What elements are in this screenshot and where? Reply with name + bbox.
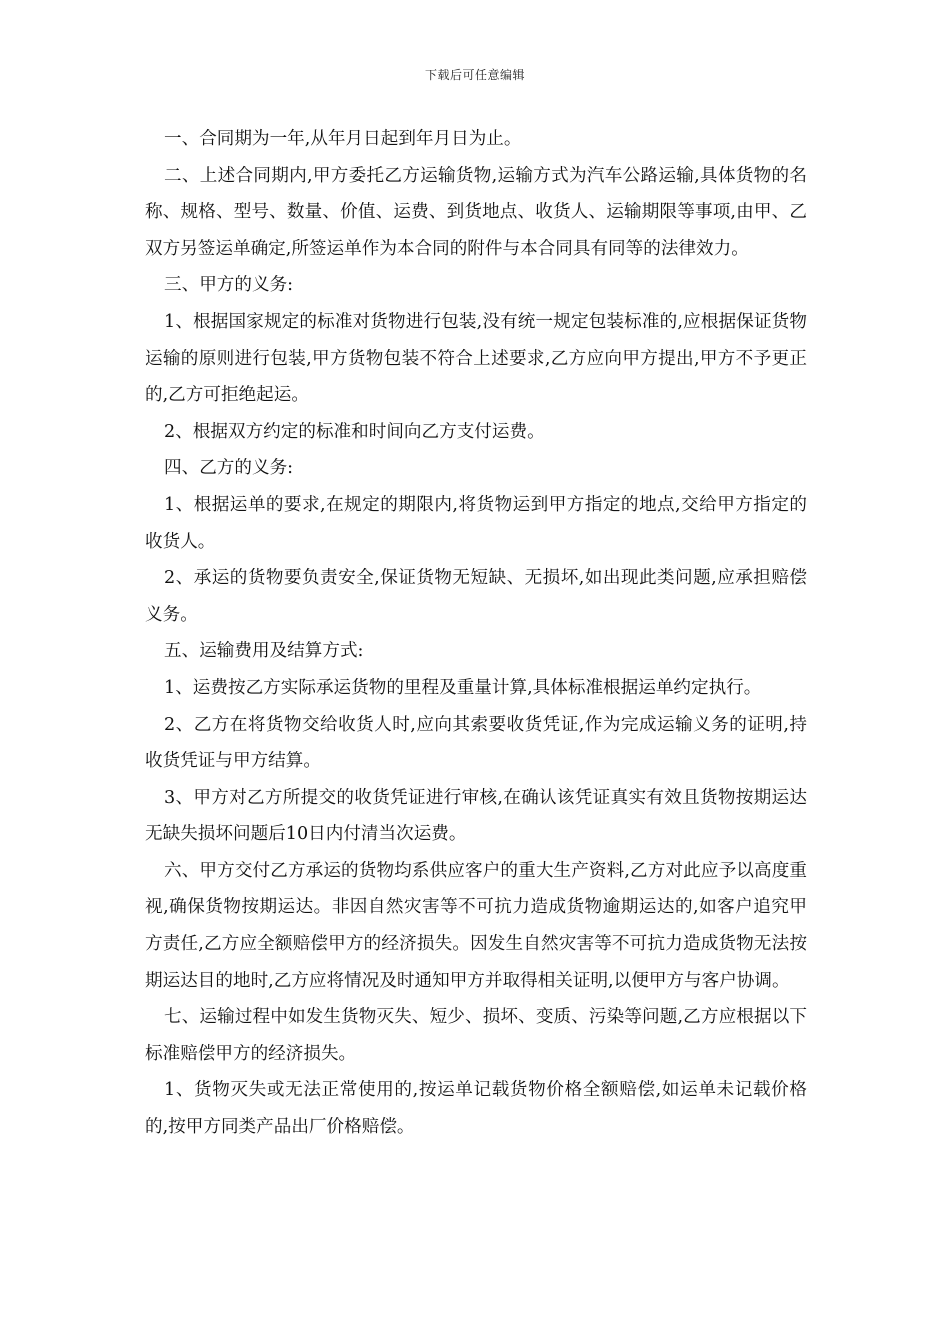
clause-5-item-3: 3、甲方对乙方所提交的收货凭证进行审核,在确认该凭证真实有效且货物按期运达无缺失损坏问题后10日内付清当次运费。 (145, 787, 807, 845)
clause-3-item-2: 2、根据双方约定的标准和时间向乙方支付运费。 (164, 421, 545, 442)
clause-7-item-1: 1、货物灭失或无法正常使用的,按运单记载货物价格全额赔偿,如运单未记载价格的,按甲方同类产品出厂价格赔偿。 (145, 1080, 807, 1138)
clause-3-item-1: 1、根据国家规定的标准对货物进行包装,没有统一规定包装标准的,应根据保证货物运输的原则进行包装,甲方货物包装不符合上述要求,乙方应向甲方提出,甲方不予更正的,乙方可拒绝起运。 (145, 311, 807, 406)
clause-5-item-2: 2、乙方在将货物交给收货人时,应向其索要收货凭证,作为完成运输义务的证明,持收货凭证与甲方结算。 (145, 714, 807, 772)
clause-4-item-1: 1、根据运单的要求,在规定的期限内,将货物运到甲方指定的地点,交给甲方指定的收货人。 (145, 494, 807, 552)
clause-4-item-2: 2、承运的货物要负责安全,保证货物无短缺、无损坏,如出现此类问题,应承担赔偿义务。 (145, 568, 807, 625)
clause-6-delivery: 六、甲方交付乙方承运的货物均系供应客户的重大生产资料,乙方对此应予以高度重视,确保货物按期运达。非因自然灾害等不可抗力造成货物逾期运达的,如客户追究甲方责任,乙方应全额赔偿甲方的经济损失。因发生自然灾害等不可抗力造成货物无法按期运达目的地时,乙方应将情况及时通知甲方并取得相关证明,以便甲方与客户协调。 (145, 860, 807, 991)
clause-1-term: 一、合同期为一年,从年月日起到年月日为止。 (164, 129, 522, 149)
clause-2-entrustment: 二、上述合同期内,甲方委托乙方运输货物,运输方式为汽车公路运输,具体货物的名称、规格、型号、数量、价值、运费、到货地点、收货人、运输期限等事项,由甲、乙双方另签运单确定,所签运单作为本合同的附件与本合同具有同等的法律效力。 (145, 165, 807, 259)
clause-5-item-1: 1、运费按乙方实际承运货物的里程及重量计算,具体标准根据运单约定执行。 (164, 677, 762, 698)
clause-3-heading: 三、甲方的义务: (164, 275, 294, 296)
contract-body (145, 121, 807, 1146)
header-note: 下载后可任意编辑 (424, 68, 525, 82)
clause-7-heading: 七、运输过程中如发生货物灭失、短少、损坏、变质、污染等问题,乙方应根据以下标准赔偿甲方的经济损失。 (145, 1007, 807, 1064)
clause-5-heading: 五、运输费用及结算方式: (164, 641, 364, 662)
clause-4-heading: 四、乙方的义务: (164, 458, 294, 479)
